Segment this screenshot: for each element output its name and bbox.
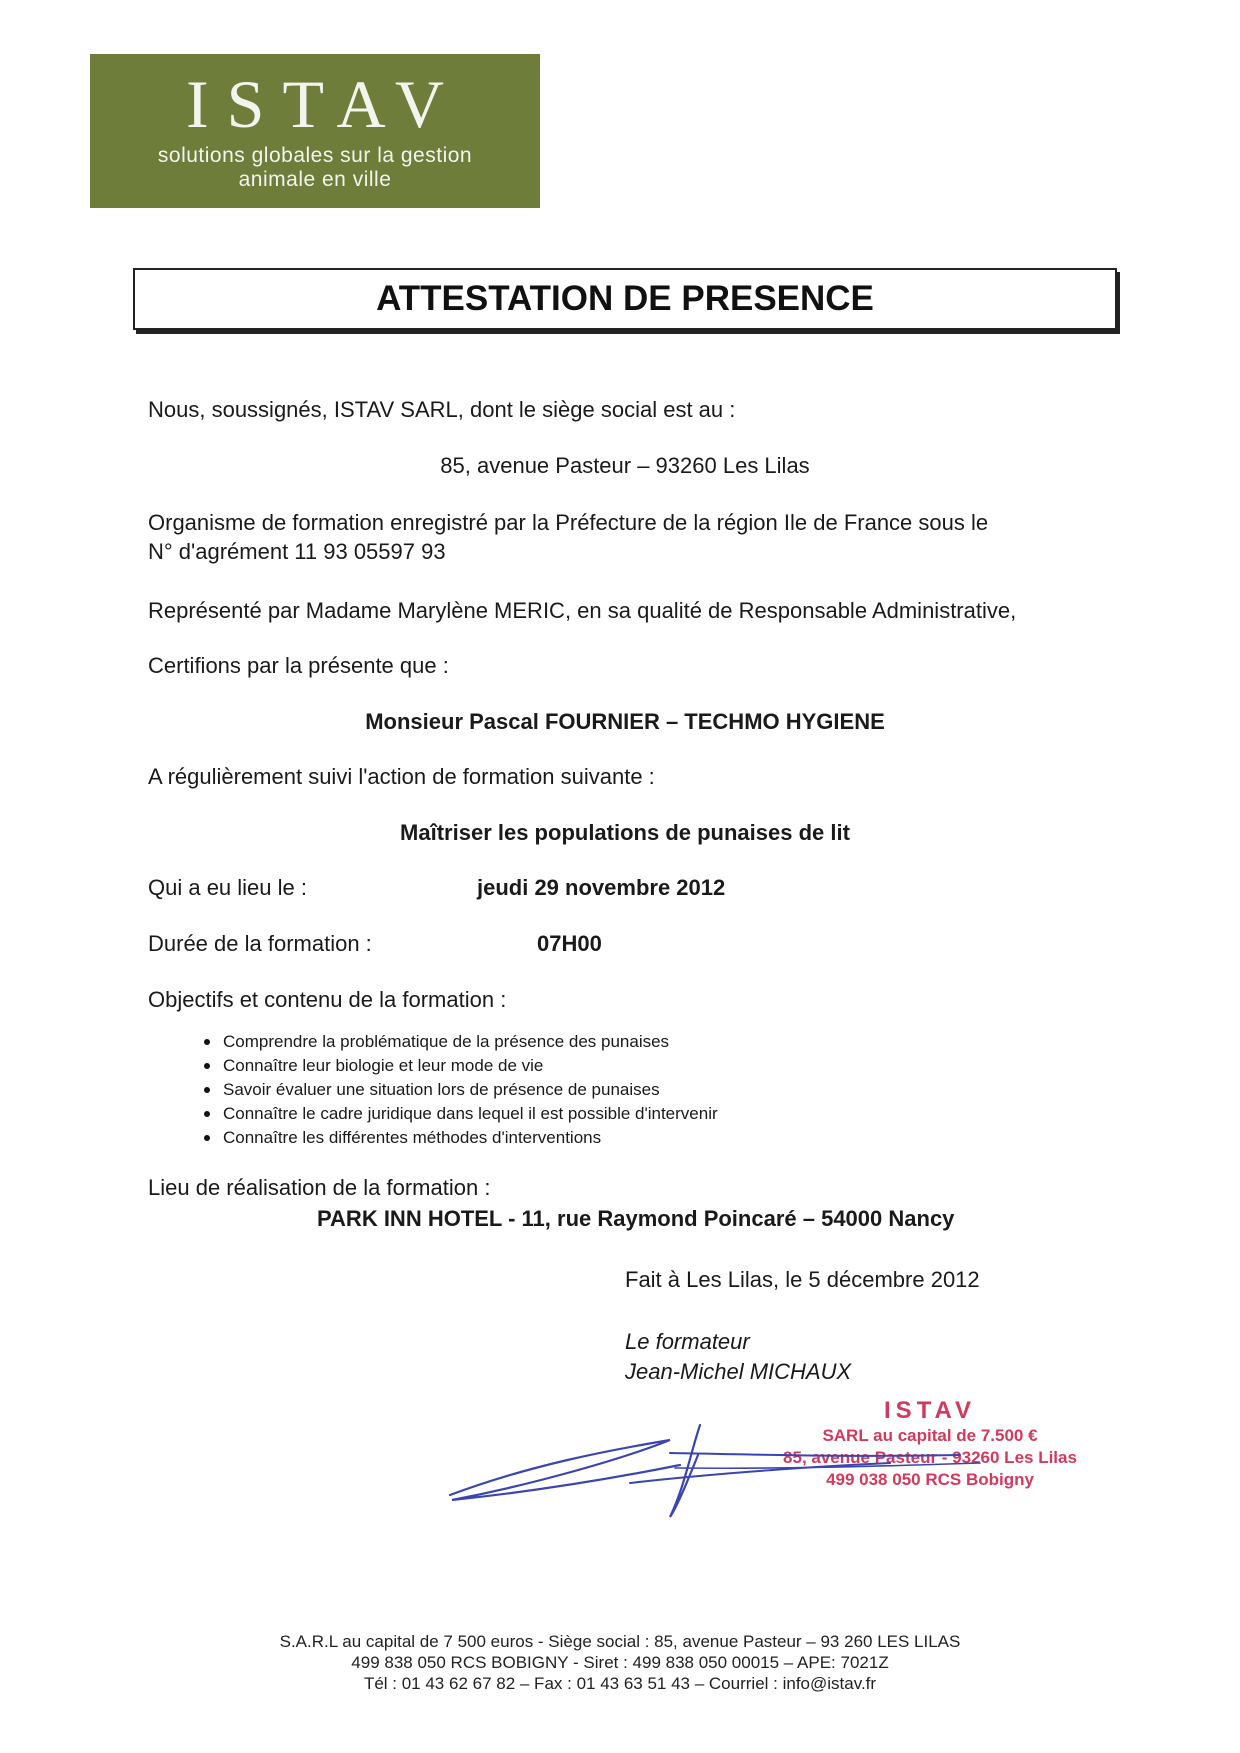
address-text: 85, avenue Pasteur – 93260 Les Lilas (440, 453, 810, 478)
footer-line1: S.A.R.L au capital de 7 500 euros - Siège social : 85, avenue Pasteur – 93 260 LES LILAS (279, 1632, 961, 1651)
intro-text: Nous, soussignés, ISTAV SARL, dont le siège social est au : (148, 397, 736, 422)
list-item: Connaître leur biologie et leur mode de vie (148, 1054, 718, 1078)
footer-line3: Tél : 01 43 62 67 82 – Fax : 01 43 63 51 43 – Courriel : info@istav.fr (363, 1674, 877, 1693)
represented-text: Représenté par Madame Marylène MERIC, en sa qualité de Responsable Administrative, (148, 598, 1017, 623)
signer-role: Le formateur (625, 1329, 750, 1354)
logo-name: ISTAV (185, 66, 462, 142)
organisme-line2: N° d'agrément 11 93 05597 93 (148, 539, 446, 564)
course-title: Maîtriser les populations de punaises de lit (400, 820, 850, 845)
duration-value: 07H00 (537, 931, 602, 956)
list-item: Connaître le cadre juridique dans lequel il est possible d'intervenir (148, 1102, 718, 1126)
date-label: Qui a eu lieu le : (148, 875, 307, 900)
istav-logo (90, 54, 540, 208)
list-item: Connaître les différentes méthodes d'interventions (148, 1126, 718, 1150)
list-item: Savoir évaluer une situation lors de présence de punaises (148, 1078, 718, 1102)
date-value: jeudi 29 novembre 2012 (477, 875, 726, 900)
signer-name: Jean-Michel MICHAUX (625, 1359, 852, 1384)
footer-line2: 499 838 050 RCS BOBIGNY - Siret : 499 838 050 00015 – APE: 7021Z (351, 1653, 889, 1672)
followed-text: A régulièrement suivi l'action de formation suivante : (148, 764, 655, 789)
place-date: Fait à Les Lilas, le 5 décembre 2012 (625, 1267, 980, 1292)
stamp-line3: 499 038 050 RCS Bobigny (826, 1470, 1034, 1489)
handwritten-signature (440, 1405, 1040, 1535)
list-item: Comprendre la problématique de la présence des punaises (148, 1030, 718, 1054)
duration-label: Durée de la formation : (148, 931, 372, 956)
page-title: ATTESTATION DE PRESENCE (376, 279, 874, 318)
stamp-line2: 85, avenue Pasteur - 93260 Les Lilas (783, 1448, 1077, 1467)
title-box (133, 268, 1117, 330)
location-value: PARK INN HOTEL - 11, rue Raymond Poincaré – 54000 Nancy (317, 1206, 955, 1231)
participant-name: Monsieur Pascal FOURNIER – TECHMO HYGIENE (365, 709, 885, 734)
certify-text: Certifions par la présente que : (148, 653, 449, 678)
logo-tagline-line1: solutions globales sur la gestion (157, 144, 473, 167)
stamp-title: ISTAV (883, 1397, 977, 1424)
objectives-label: Objectifs et contenu de la formation : (148, 987, 507, 1012)
objectives-list (148, 1030, 718, 1150)
location-label: Lieu de réalisation de la formation : (148, 1175, 491, 1200)
logo-tagline-line2: animale en ville (238, 168, 392, 191)
organisme-line1: Organisme de formation enregistré par la Préfecture de la région Ile de France sous le (148, 510, 989, 535)
stamp-line1: SARL au capital de 7.500 € (822, 1426, 1038, 1445)
